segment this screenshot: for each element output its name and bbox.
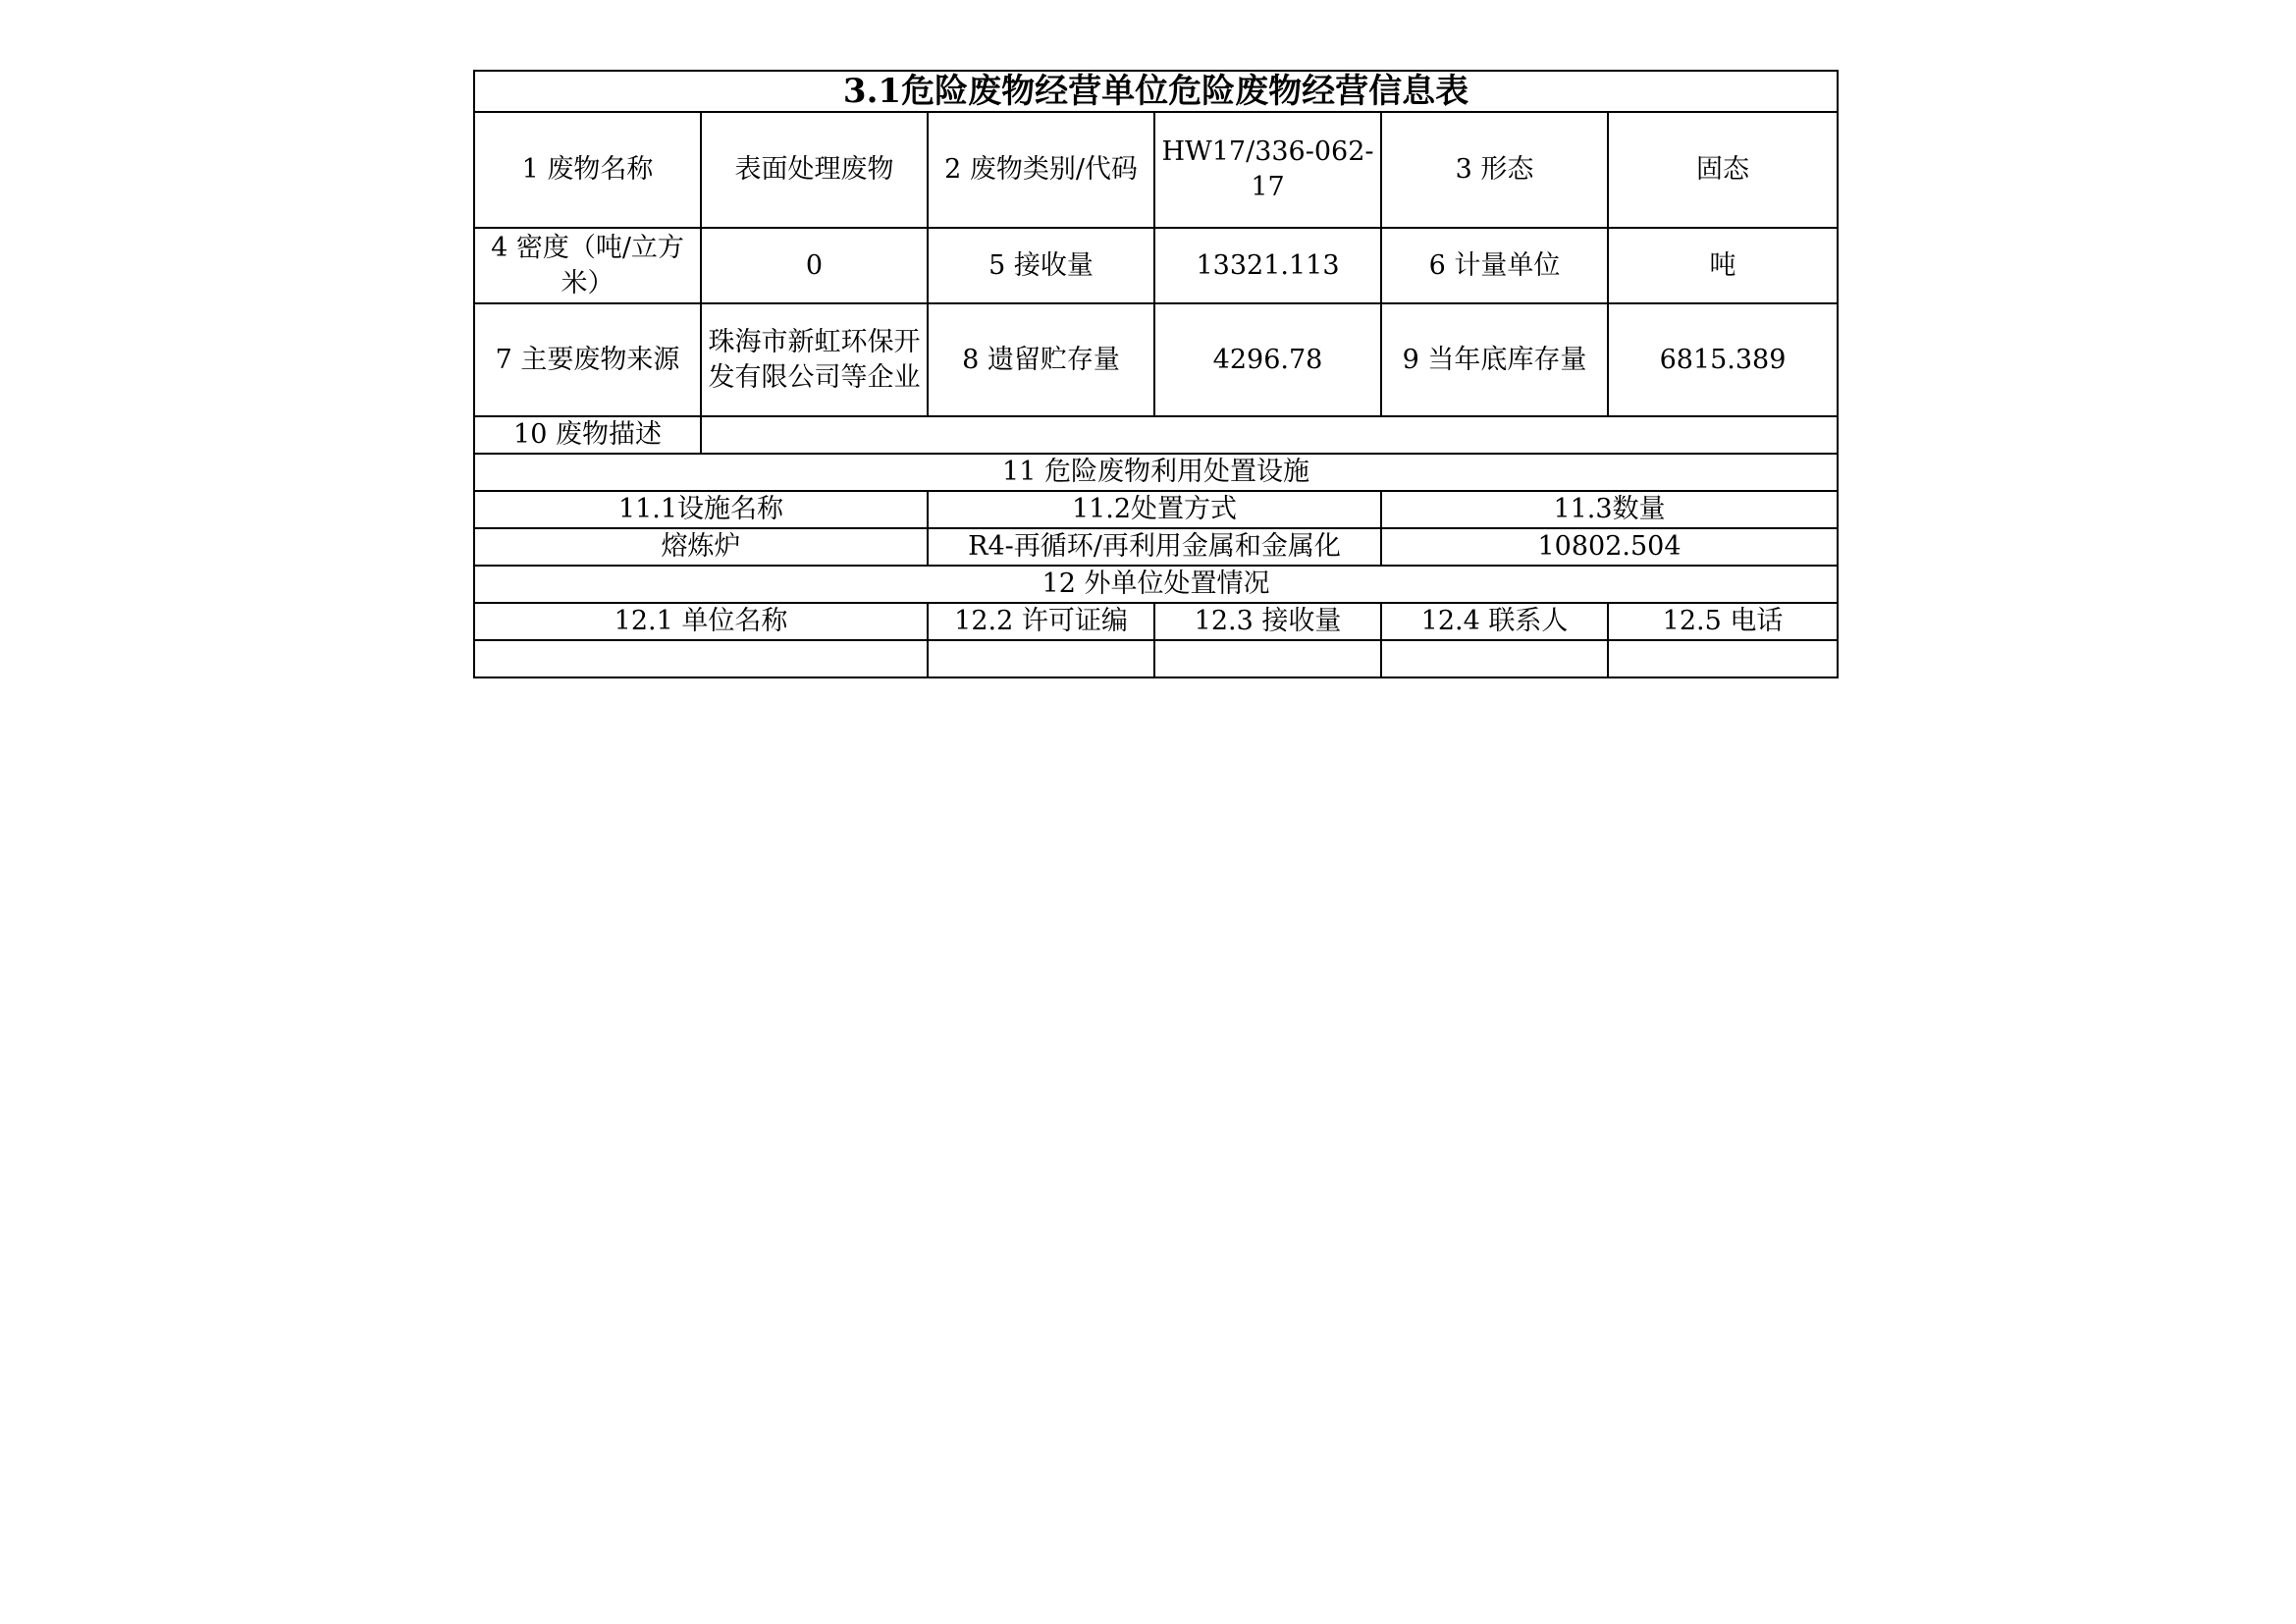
density-label: 4 密度（吨/立方米） [474,228,701,303]
facility-name-cell: 熔炼炉 [474,528,928,566]
year-end-stock-value: 6815.389 [1608,303,1838,416]
external-phone-cell [1608,640,1838,677]
waste-category-label: 2 废物类别/代码 [928,112,1154,228]
external-section-title: 12 外单位处置情况 [474,566,1838,603]
facilities-section-title: 11 危险废物利用处置设施 [474,454,1838,491]
description-value [701,416,1838,454]
year-end-stock-label: 9 当年底库存量 [1381,303,1608,416]
external-received-header: 12.3 接收量 [1154,603,1381,640]
facility-method-cell: R4-再循环/再利用金属和金属化 [928,528,1381,566]
legacy-storage-value: 4296.78 [1154,303,1381,416]
unit-label: 6 计量单位 [1381,228,1608,303]
waste-category-value: HW17/336-062-17 [1154,112,1381,228]
source-value: 珠海市新虹环保开发有限公司等企业 [701,303,928,416]
facility-name-header: 11.1设施名称 [474,491,928,528]
table-row [474,112,1838,228]
waste-name-label: 1 废物名称 [474,112,701,228]
facility-quantity-cell: 10802.504 [1381,528,1838,566]
title-row [474,71,1838,112]
unit-value: 吨 [1608,228,1838,303]
source-label: 7 主要废物来源 [474,303,701,416]
table-row [474,228,1838,303]
section-header-row [474,454,1838,491]
received-label: 5 接收量 [928,228,1154,303]
external-phone-header: 12.5 电话 [1608,603,1838,640]
legacy-storage-label: 8 遗留贮存量 [928,303,1154,416]
external-license-cell [928,640,1154,677]
facility-quantity-header: 11.3数量 [1381,491,1838,528]
waste-form-label: 3 形态 [1381,112,1608,228]
table-title: 3.1危险废物经营单位危险废物经营信息表 [474,71,1838,112]
waste-name-value: 表面处理废物 [701,112,928,228]
section-header-row [474,566,1838,603]
external-unit-name-header: 12.1 单位名称 [474,603,928,640]
description-label: 10 废物描述 [474,416,701,454]
table-row [474,528,1838,566]
waste-form-value: 固态 [1608,112,1838,228]
external-contact-cell [1381,640,1608,677]
external-license-header: 12.2 许可证编 [928,603,1154,640]
external-contact-header: 12.4 联系人 [1381,603,1608,640]
external-received-cell [1154,640,1381,677]
table-header-row [474,491,1838,528]
facility-method-header: 11.2处置方式 [928,491,1381,528]
density-value: 0 [701,228,928,303]
external-unit-name-cell [474,640,928,677]
hazardous-waste-info-table [473,70,1839,678]
received-value: 13321.113 [1154,228,1381,303]
table-row [474,416,1838,454]
table-row [474,303,1838,416]
table-row [474,640,1838,677]
table-header-row [474,603,1838,640]
